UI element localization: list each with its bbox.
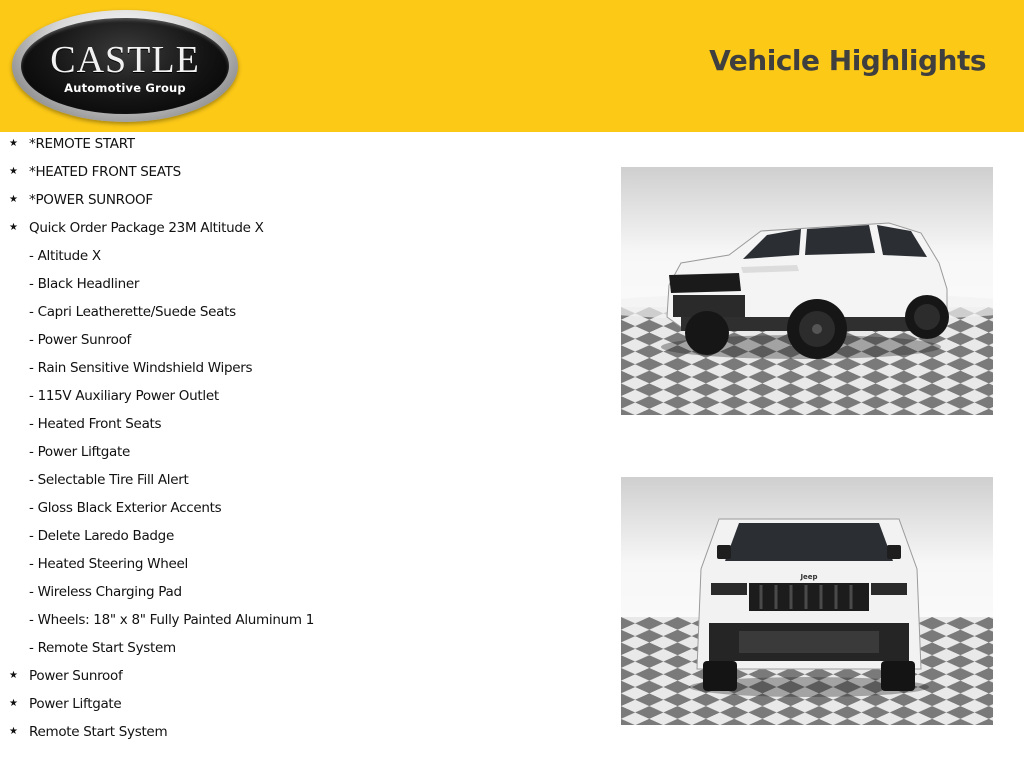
feature-text: - Rain Sensitive Windshield Wipers bbox=[29, 360, 253, 376]
feature-text: - Heated Steering Wheel bbox=[29, 556, 188, 572]
feature-text: - 115V Auxiliary Power Outlet bbox=[29, 388, 219, 404]
feature-text: - Power Liftgate bbox=[29, 444, 130, 460]
feature-text: Power Sunroof bbox=[29, 668, 123, 684]
feature-item bbox=[0, 189, 600, 217]
feature-text: - Delete Laredo Badge bbox=[29, 528, 174, 544]
feature-item bbox=[0, 329, 600, 357]
star-icon: ★ bbox=[9, 698, 18, 709]
header-banner bbox=[0, 0, 1024, 132]
feature-text: - Capri Leatherette/Suede Seats bbox=[29, 304, 236, 320]
vehicle-side-image bbox=[621, 167, 993, 415]
logo-emblem bbox=[21, 18, 229, 114]
feature-text: - Heated Front Seats bbox=[29, 416, 162, 432]
feature-text: - Remote Start System bbox=[29, 640, 176, 656]
logo-subtitle: Automotive Group bbox=[64, 81, 186, 95]
feature-item bbox=[0, 469, 600, 497]
feature-text: - Selectable Tire Fill Alert bbox=[29, 472, 189, 488]
star-icon: ★ bbox=[9, 222, 18, 233]
feature-item bbox=[0, 609, 600, 637]
feature-text: *POWER SUNROOF bbox=[29, 192, 153, 208]
star-icon: ★ bbox=[9, 194, 18, 205]
feature-text: Remote Start System bbox=[29, 724, 168, 740]
feature-item bbox=[0, 385, 600, 413]
feature-item bbox=[0, 721, 600, 749]
feature-text: - Gloss Black Exterior Accents bbox=[29, 500, 222, 516]
vehicle-photo-side bbox=[621, 167, 993, 415]
feature-item bbox=[0, 525, 600, 553]
feature-text: *HEATED FRONT SEATS bbox=[29, 164, 181, 180]
jeep-badge: Jeep bbox=[800, 573, 818, 581]
feature-item bbox=[0, 273, 600, 301]
feature-text: Quick Order Package 23M Altitude X bbox=[29, 220, 264, 236]
feature-item bbox=[0, 413, 600, 441]
star-icon: ★ bbox=[9, 670, 18, 681]
star-icon: ★ bbox=[9, 166, 18, 177]
feature-text: Power Liftgate bbox=[29, 696, 122, 712]
feature-text: - Power Sunroof bbox=[29, 332, 131, 348]
feature-list bbox=[0, 133, 600, 749]
feature-item bbox=[0, 665, 600, 693]
feature-item bbox=[0, 301, 600, 329]
vehicle-front-image bbox=[621, 477, 993, 725]
feature-item bbox=[0, 245, 600, 273]
feature-item bbox=[0, 133, 600, 161]
feature-text: *REMOTE START bbox=[29, 136, 135, 152]
feature-item bbox=[0, 161, 600, 189]
star-icon: ★ bbox=[9, 138, 18, 149]
feature-text: - Wheels: 18" x 8" Fully Painted Aluminum 1 bbox=[29, 612, 314, 628]
feature-text: - Wireless Charging Pad bbox=[29, 584, 182, 600]
feature-item bbox=[0, 581, 600, 609]
feature-item bbox=[0, 217, 600, 245]
feature-item bbox=[0, 693, 600, 721]
star-icon: ★ bbox=[9, 726, 18, 737]
vehicle-photo-front bbox=[621, 477, 993, 725]
castle-logo[interactable] bbox=[12, 10, 238, 122]
feature-item bbox=[0, 637, 600, 665]
feature-item bbox=[0, 357, 600, 385]
logo-title: CASTLE bbox=[50, 39, 200, 81]
feature-item bbox=[0, 441, 600, 469]
feature-text: - Black Headliner bbox=[29, 276, 140, 292]
feature-item bbox=[0, 553, 600, 581]
feature-text: - Altitude X bbox=[29, 248, 101, 264]
page-title: Vehicle Highlights bbox=[709, 44, 986, 77]
feature-item bbox=[0, 497, 600, 525]
